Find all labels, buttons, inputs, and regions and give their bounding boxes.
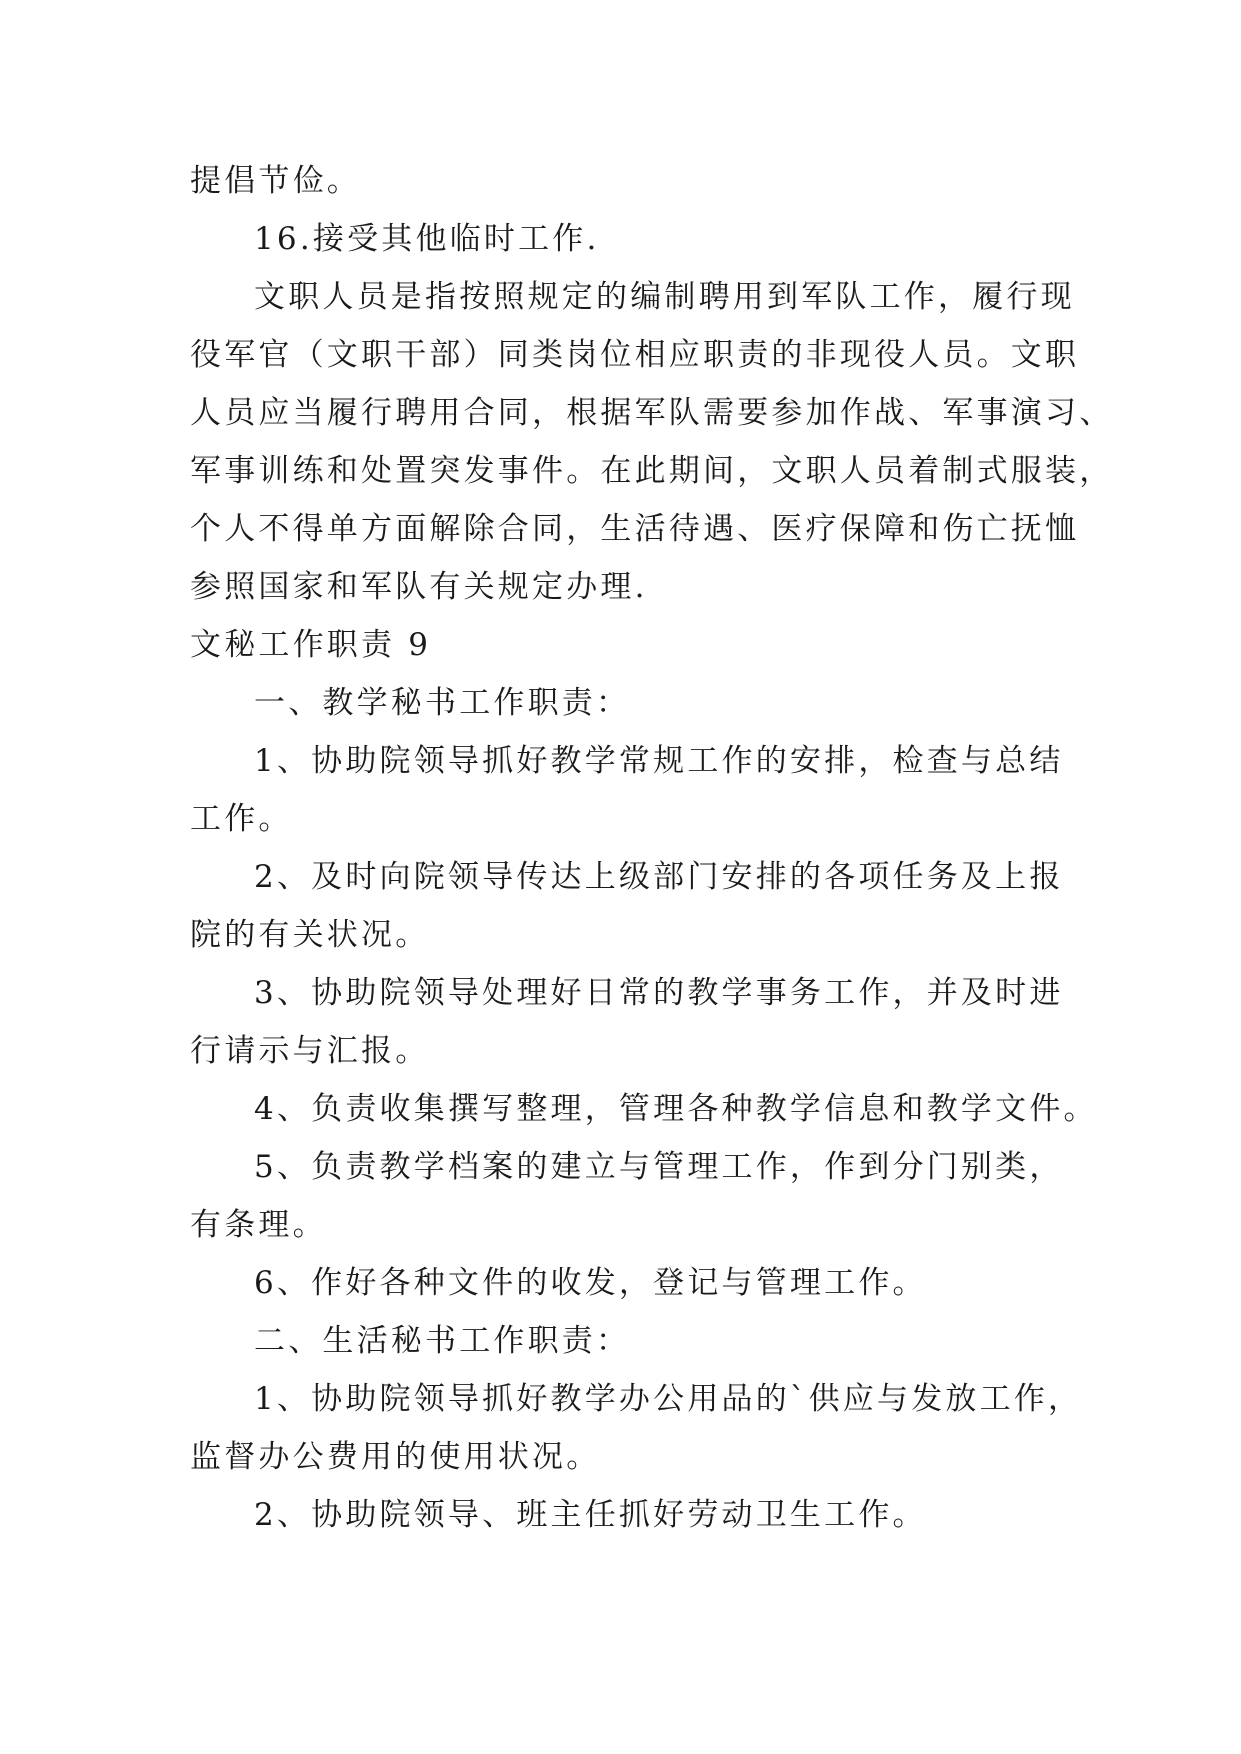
section-heading: 文秘工作职责 9 (190, 627, 432, 663)
text-line: 3、协助院领导处理好日常的教学事务工作，并及时进 (254, 975, 1064, 1011)
text-line: 军事训练和处置突发事件。在此期间，文职人员着制式服装， (190, 453, 1114, 489)
document-page (190, 152, 1114, 1544)
text-line: 行请示与汇报。 (190, 1033, 430, 1069)
text-line: 役军官（文职干部）同类岗位相应职责的非现役人员。文职 (190, 337, 1080, 373)
text-line: 个人不得单方面解除合同，生活待遇、医疗保障和伤亡抚恤 (190, 511, 1080, 547)
text-line: 有条理。 (190, 1207, 327, 1243)
text-line: 监督办公费用的使用状况。 (190, 1439, 601, 1475)
text-line: 2、及时向院领导传达上级部门安排的各项任务及上报 (254, 859, 1064, 895)
text-line: 文职人员是指按照规定的编制聘用到军队工作，履行现 (254, 279, 1075, 315)
text-line: 人员应当履行聘用合同，根据军队需要参加作战、军事演习、 (190, 395, 1114, 431)
text-line: 4、负责收集撰写整理，管理各种教学信息和教学文件。 (254, 1091, 1098, 1127)
subsection-heading: 一、教学秘书工作职责： (254, 685, 631, 721)
text-line: 5、负责教学档案的建立与管理工作，作到分门别类， (254, 1149, 1064, 1185)
text-line: 1、协助院领导抓好教学常规工作的安排，检查与总结 (254, 743, 1064, 779)
text-line: 1、协助院领导抓好教学办公用品的`供应与发放工作， (254, 1381, 1083, 1417)
text-line: 2、协助院领导、班主任抓好劳动卫生工作。 (254, 1497, 927, 1533)
text-line: 院的有关状况。 (190, 917, 430, 953)
subsection-heading: 二、生活秘书工作职责： (254, 1323, 631, 1359)
text-line: 6、作好各种文件的收发，登记与管理工作。 (254, 1265, 927, 1301)
text-line: 工作。 (190, 801, 293, 837)
text-line: 参照国家和军队有关规定办理. (190, 569, 648, 605)
text-line: 16.接受其他临时工作. (254, 221, 600, 257)
text-line: 提倡节俭。 (190, 163, 361, 199)
